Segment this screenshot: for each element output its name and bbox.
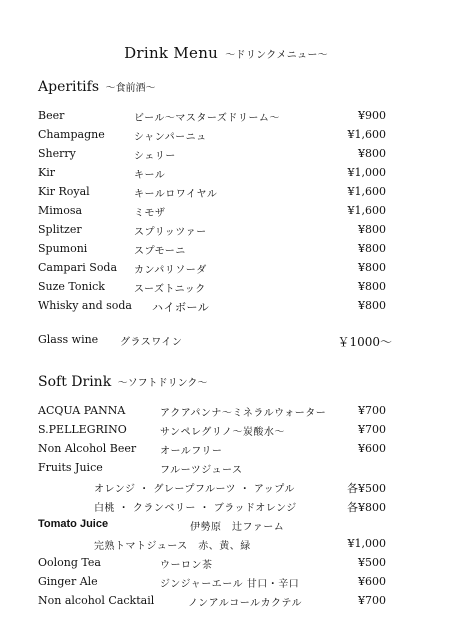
menu-item-row xyxy=(0,147,452,166)
section-heading-en: Soft Drink xyxy=(38,374,112,390)
item-name-jp: スーズトニック xyxy=(134,284,206,295)
menu-item-row xyxy=(0,242,452,261)
item-price: ¥800 xyxy=(358,261,386,274)
item-price: ¥800 xyxy=(358,299,386,312)
item-price: ¥600 xyxy=(358,442,386,455)
menu-item-row xyxy=(0,499,452,518)
item-name-jp: 白桃 ・ クランベリー ・ ブラッドオレンジ xyxy=(94,503,297,514)
item-price: ¥800 xyxy=(358,147,386,160)
section-heading-en: Aperitifs xyxy=(38,79,99,95)
item-price: ¥700 xyxy=(358,594,386,607)
menu-title xyxy=(0,44,452,62)
item-name: Kir xyxy=(38,166,55,179)
item-name-jp: ミモザ xyxy=(134,208,166,219)
item-name: Glass wine xyxy=(38,333,99,346)
item-name-jp: 完熟トマトジュース 赤、黄、緑 xyxy=(94,541,251,552)
item-price: ¥800 xyxy=(358,242,386,255)
item-name: Non Alcohol Beer xyxy=(38,442,137,455)
item-name-jp: ビール～マスターズドリーム～ xyxy=(134,113,280,124)
menu-item-row xyxy=(0,442,452,461)
item-price: ¥600 xyxy=(358,575,386,588)
item-name: Beer xyxy=(38,109,65,122)
item-name-jp: シェリー xyxy=(134,151,176,162)
menu-item-row xyxy=(0,575,452,594)
item-name-jp: スプモーニ xyxy=(134,246,186,257)
item-price: ¥900 xyxy=(358,109,386,122)
menu-item-row xyxy=(0,223,452,242)
item-name: Spumoni xyxy=(38,242,88,255)
section-heading-aperitifs xyxy=(38,79,155,95)
section-heading-soft-drink xyxy=(38,374,207,390)
item-name: Splitzer xyxy=(38,223,82,236)
item-name-jp: シャンパーニュ xyxy=(134,132,207,143)
item-price: ¥1,000 xyxy=(347,537,386,550)
menu-item-row xyxy=(0,166,452,185)
menu-item-row xyxy=(0,261,452,280)
item-price: ¥500 xyxy=(358,556,386,569)
menu-item-row xyxy=(0,280,452,299)
item-name: Non alcohol Cacktail xyxy=(38,594,155,607)
item-name: Sherry xyxy=(38,147,76,160)
item-price: ¥800 xyxy=(358,223,386,236)
item-name: Kir Royal xyxy=(38,185,90,198)
item-name-jp: ノンアルコールカクテル xyxy=(188,598,302,609)
item-name: Suze Tonick xyxy=(38,280,105,293)
item-price: ¥800 xyxy=(358,280,386,293)
menu-item-row xyxy=(0,204,452,223)
item-name-jp: キールロワイヤル xyxy=(134,189,218,200)
item-price: ¥700 xyxy=(358,423,386,436)
item-name-jp: ジンジャーエール 甘口・辛口 xyxy=(160,579,300,590)
menu-title-jp: ～ドリンクメニュー～ xyxy=(225,50,328,61)
item-name-jp: アクアパンナ～ミネラルウォーター xyxy=(160,408,327,419)
item-name-jp: スプリッツァー xyxy=(134,227,207,238)
item-name-jp: ハイボール xyxy=(152,301,210,314)
menu-item-row xyxy=(0,299,452,318)
item-name: Ginger Ale xyxy=(38,575,98,588)
section-heading-jp: ～ソフトドリンク～ xyxy=(117,378,208,389)
menu-item-row-glass-wine xyxy=(0,333,452,352)
item-name-jp: サンペレグリノ～炭酸水～ xyxy=(160,427,285,438)
menu-item-row xyxy=(0,404,452,423)
menu-item-row xyxy=(0,556,452,575)
item-name: S.PELLEGRINO xyxy=(38,423,127,436)
item-name-jp: 伊勢原 辻ファーム xyxy=(190,522,285,533)
menu-item-row xyxy=(0,594,452,613)
menu-item-row xyxy=(0,109,452,128)
menu-item-row xyxy=(0,128,452,147)
item-price: 各¥800 xyxy=(347,501,386,514)
menu-item-row xyxy=(0,480,452,499)
item-price: 各¥500 xyxy=(347,482,386,495)
item-name-jp: カンパリソーダ xyxy=(134,265,207,276)
item-name-jp: フルーツジュース xyxy=(160,465,243,476)
item-name-jp: ウーロン茶 xyxy=(160,560,213,571)
menu-item-row xyxy=(0,185,452,204)
item-name: Oolong Tea xyxy=(38,556,101,569)
item-price: ¥700 xyxy=(358,404,386,417)
item-price: ¥1,600 xyxy=(347,185,386,198)
item-name-jp: グラスワイン xyxy=(120,337,183,348)
item-name-jp: オレンジ ・ グレープフルーツ ・ アップル xyxy=(94,484,295,495)
section-heading-jp: ～食前酒～ xyxy=(105,83,156,94)
item-name: Campari Soda xyxy=(38,261,118,274)
item-name: Mimosa xyxy=(38,204,83,217)
item-name: ACQUA PANNA xyxy=(38,404,126,417)
menu-item-row xyxy=(0,518,452,537)
item-price: ¥1,600 xyxy=(347,128,386,141)
menu-title-en: Drink Menu xyxy=(124,44,219,62)
item-name: Fruits Juice xyxy=(38,461,103,474)
item-name-jp: キール xyxy=(134,170,166,181)
menu-item-row xyxy=(0,423,452,442)
item-price: ¥1,000 xyxy=(347,166,386,179)
item-price: ¥1,600 xyxy=(347,204,386,217)
item-name: Whisky and soda xyxy=(38,299,132,312)
item-price: ￥1000～ xyxy=(337,335,392,349)
menu-item-row xyxy=(0,537,452,556)
item-name-jp: オールフリー xyxy=(160,446,223,457)
menu-item-row xyxy=(0,461,452,480)
item-name: Champagne xyxy=(38,128,105,141)
item-name: Tomato Juice xyxy=(38,518,109,530)
